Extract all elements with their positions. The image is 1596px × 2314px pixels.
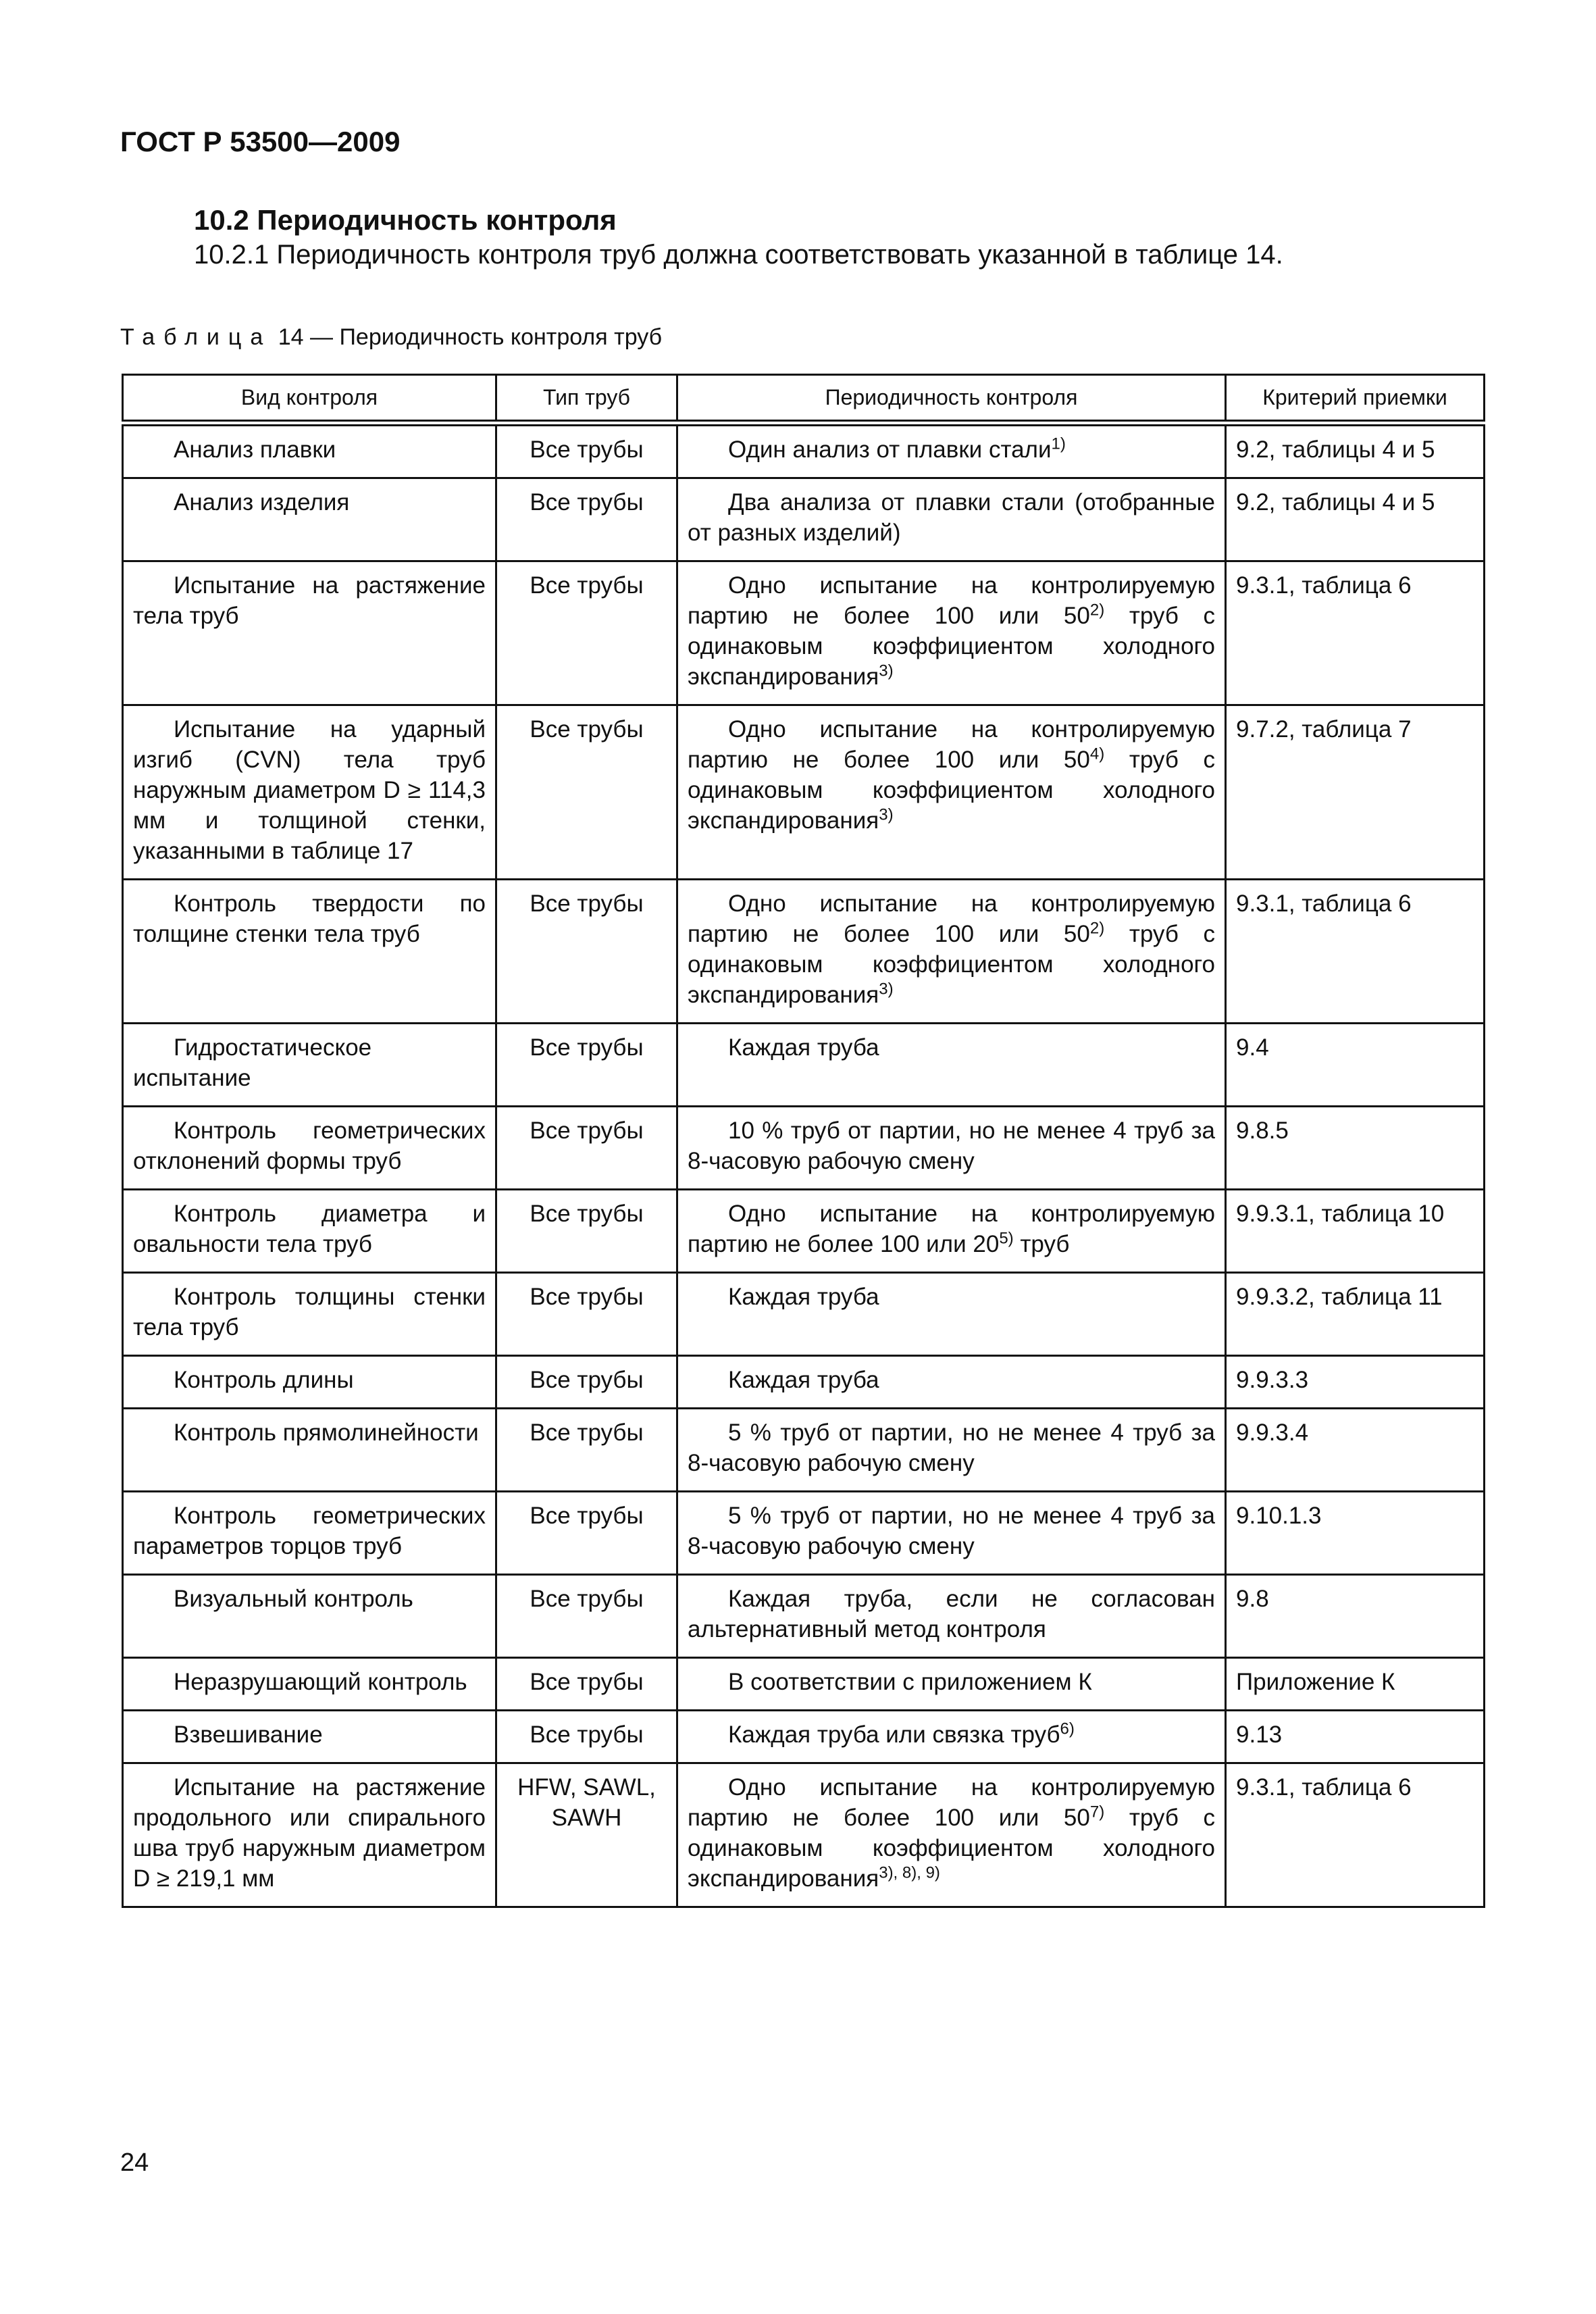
frequency-text: 10 % труб от партии, но не менее 4 труб за 8-часовую рабочую смену	[688, 1117, 1215, 1174]
cell-frequency	[677, 1107, 1226, 1190]
frequency-text: В соответствии с приложением К	[728, 1669, 1092, 1695]
footnote-ref: 4)	[1089, 745, 1105, 763]
cell-control-type: Контроль геометрических параметров торцов труб	[123, 1492, 496, 1575]
frequency-text: Одно испытание на контролируемую партию не более 100 или 50	[688, 1774, 1215, 1831]
frequency-text-tail: труб с одинаковым коэффициентом холодного экспандирования	[688, 921, 1215, 1008]
cell-criterion: 9.4	[1226, 1024, 1485, 1107]
cell-criterion: 9.3.1, таблица 6	[1226, 880, 1485, 1024]
cell-criterion: 9.3.1, таблица 6	[1226, 1763, 1485, 1907]
cell-pipe-type: Все трубы	[496, 478, 677, 561]
cell-pipe-type: Все трубы	[496, 1107, 677, 1190]
cell-criterion: 9.2, таблицы 4 и 5	[1226, 478, 1485, 561]
frequency-text-tail: труб с одинаковым коэффициентом холодного экспандирования	[688, 747, 1215, 834]
table-row	[123, 1190, 1485, 1273]
footnote-ref: 2)	[1089, 601, 1105, 620]
table-row	[123, 1575, 1485, 1658]
cell-criterion: 9.7.2, таблица 7	[1226, 705, 1485, 880]
cell-frequency	[677, 423, 1226, 478]
cell-criterion: 9.10.1.3	[1226, 1492, 1485, 1575]
table-row	[123, 423, 1485, 478]
cell-criterion: 9.9.3.3	[1226, 1356, 1485, 1409]
cell-control-type: Визуальный контроль	[123, 1575, 496, 1658]
cell-criterion: 9.3.1, таблица 6	[1226, 561, 1485, 705]
cell-frequency	[677, 561, 1226, 705]
cell-criterion: 9.9.3.1, таблица 10	[1226, 1190, 1485, 1273]
cell-control-type: Испытание на растяжение продольного или спирального шва труб наружным диаметром D ≥ 219,1 мм	[123, 1763, 496, 1907]
cell-pipe-type: Все трубы	[496, 423, 677, 478]
footnote-ref: 3)	[879, 980, 894, 999]
cell-frequency	[677, 1711, 1226, 1763]
cell-pipe-type: Все трубы	[496, 561, 677, 705]
cell-pipe-type: Все трубы	[496, 1273, 677, 1356]
frequency-text: Каждая труба или связка труб	[728, 1721, 1060, 1748]
cell-frequency	[677, 1658, 1226, 1711]
frequency-text: Одно испытание на контролируемую партию не более 100 или 50	[688, 890, 1215, 947]
frequency-text: Каждая труба	[728, 1034, 879, 1061]
footnote-ref: 3), 8), 9)	[879, 1863, 940, 1882]
footnote-ref: 2)	[1089, 919, 1105, 938]
table-header-row	[123, 375, 1485, 424]
cell-control-type: Взвешивание	[123, 1711, 496, 1763]
table-caption-label: Таблица	[120, 324, 272, 350]
table-row	[123, 1711, 1485, 1763]
table-row	[123, 1273, 1485, 1356]
cell-control-type: Контроль геометрических отклонений формы труб	[123, 1107, 496, 1190]
cell-control-type: Неразрушающий контроль	[123, 1658, 496, 1711]
footnote-ref: 6)	[1060, 1719, 1075, 1738]
frequency-text: Каждая труба	[728, 1284, 879, 1310]
table-row	[123, 880, 1485, 1024]
cell-criterion: 9.8	[1226, 1575, 1485, 1658]
frequency-text: Одно испытание на контролируемую партию не более 100 или 50	[688, 572, 1215, 629]
cell-frequency	[677, 1190, 1226, 1273]
page-number: 24	[120, 2148, 149, 2177]
table-caption-text: 14 — Периодичность контроля труб	[278, 324, 663, 350]
cell-frequency	[677, 1409, 1226, 1492]
cell-criterion: Приложение К	[1226, 1658, 1485, 1711]
table-row	[123, 1763, 1485, 1907]
frequency-text: 5 % труб от партии, но не менее 4 труб за 8-часовую рабочую смену	[688, 1503, 1215, 1559]
column-header: Вид контроля	[123, 375, 496, 424]
frequency-text: Одно испытание на контролируемую партию не более 100 или 20	[688, 1201, 1215, 1257]
cell-frequency	[677, 1024, 1226, 1107]
table-row	[123, 1356, 1485, 1409]
cell-frequency	[677, 1356, 1226, 1409]
footnote-ref: 7)	[1089, 1803, 1105, 1821]
table-caption	[120, 324, 662, 351]
table-row	[123, 1107, 1485, 1190]
cell-control-type: Контроль длины	[123, 1356, 496, 1409]
footnote-ref: 3)	[879, 805, 894, 824]
frequency-text: Каждая труба, если не согласован альтернативный метод контроля	[688, 1586, 1215, 1642]
cell-pipe-type: Все трубы	[496, 1658, 677, 1711]
cell-pipe-type: Все трубы	[496, 1575, 677, 1658]
cell-control-type: Контроль диаметра и овальности тела труб	[123, 1190, 496, 1273]
column-header: Периодичность контроля	[677, 375, 1226, 424]
cell-control-type: Контроль прямолинейности	[123, 1409, 496, 1492]
cell-pipe-type: Все трубы	[496, 1190, 677, 1273]
cell-pipe-type: Все трубы	[496, 1409, 677, 1492]
table-row	[123, 1024, 1485, 1107]
cell-control-type: Испытание на ударный изгиб (CVN) тела труб наружным диаметром D ≥ 114,3 мм и толщиной стенки, указанными в таблице 17	[123, 705, 496, 880]
table-row	[123, 1409, 1485, 1492]
cell-criterion: 9.2, таблицы 4 и 5	[1226, 423, 1485, 478]
cell-pipe-type: Все трубы	[496, 705, 677, 880]
frequency-text-tail: труб	[1013, 1231, 1070, 1257]
cell-frequency	[677, 1492, 1226, 1575]
footnote-ref: 5)	[999, 1229, 1014, 1248]
frequency-text: 5 % труб от партии, но не менее 4 труб за 8-часовую рабочую смену	[688, 1419, 1215, 1476]
table-row	[123, 561, 1485, 705]
cell-pipe-type: Все трубы	[496, 1492, 677, 1575]
cell-frequency	[677, 1575, 1226, 1658]
control-frequency-table	[122, 374, 1485, 1908]
frequency-text: Один анализ от плавки стали	[728, 436, 1052, 463]
table-row	[123, 705, 1485, 880]
table-row	[123, 478, 1485, 561]
cell-criterion: 9.13	[1226, 1711, 1485, 1763]
frequency-text: Два анализа от плавки стали (отобранные от разных изделий)	[688, 489, 1215, 546]
cell-pipe-type: HFW, SAWL, SAWH	[496, 1763, 677, 1907]
cell-pipe-type: Все трубы	[496, 1024, 677, 1107]
cell-control-type: Испытание на растяжение тела труб	[123, 561, 496, 705]
cell-frequency	[677, 705, 1226, 880]
cell-pipe-type: Все трубы	[496, 1711, 677, 1763]
cell-frequency	[677, 478, 1226, 561]
cell-frequency	[677, 1763, 1226, 1907]
frequency-text-tail: труб с одинаковым коэффициентом холодного экспандирования	[688, 1805, 1215, 1892]
cell-criterion: 9.8.5	[1226, 1107, 1485, 1190]
frequency-text: Каждая труба	[728, 1367, 879, 1393]
cell-control-type: Анализ изделия	[123, 478, 496, 561]
table-row	[123, 1492, 1485, 1575]
column-header: Тип труб	[496, 375, 677, 424]
cell-control-type: Гидростатическое испытание	[123, 1024, 496, 1107]
cell-criterion: 9.9.3.4	[1226, 1409, 1485, 1492]
cell-frequency	[677, 880, 1226, 1024]
cell-criterion: 9.9.3.2, таблица 11	[1226, 1273, 1485, 1356]
cell-control-type: Анализ плавки	[123, 423, 496, 478]
column-header: Критерий приемки	[1226, 375, 1485, 424]
frequency-text-tail: труб с одинаковым коэффициентом холодного экспандирования	[688, 603, 1215, 690]
cell-control-type: Контроль толщины стенки тела труб	[123, 1273, 496, 1356]
table-row	[123, 1658, 1485, 1711]
cell-pipe-type: Все трубы	[496, 880, 677, 1024]
document-code: ГОСТ Р 53500—2009	[120, 126, 401, 157]
cell-control-type: Контроль твердости по толщине стенки тела труб	[123, 880, 496, 1024]
footnote-ref: 1)	[1051, 434, 1066, 453]
cell-frequency	[677, 1273, 1226, 1356]
section-title: 10.2 Периодичность контроля	[194, 204, 617, 236]
section-paragraph: 10.2.1 Периодичность контроля труб должна соответствовать указанной в таблице 14.	[194, 240, 1283, 270]
footnote-ref: 3)	[879, 661, 894, 680]
cell-pipe-type: Все трубы	[496, 1356, 677, 1409]
frequency-text: Одно испытание на контролируемую партию не более 100 или 50	[688, 716, 1215, 773]
